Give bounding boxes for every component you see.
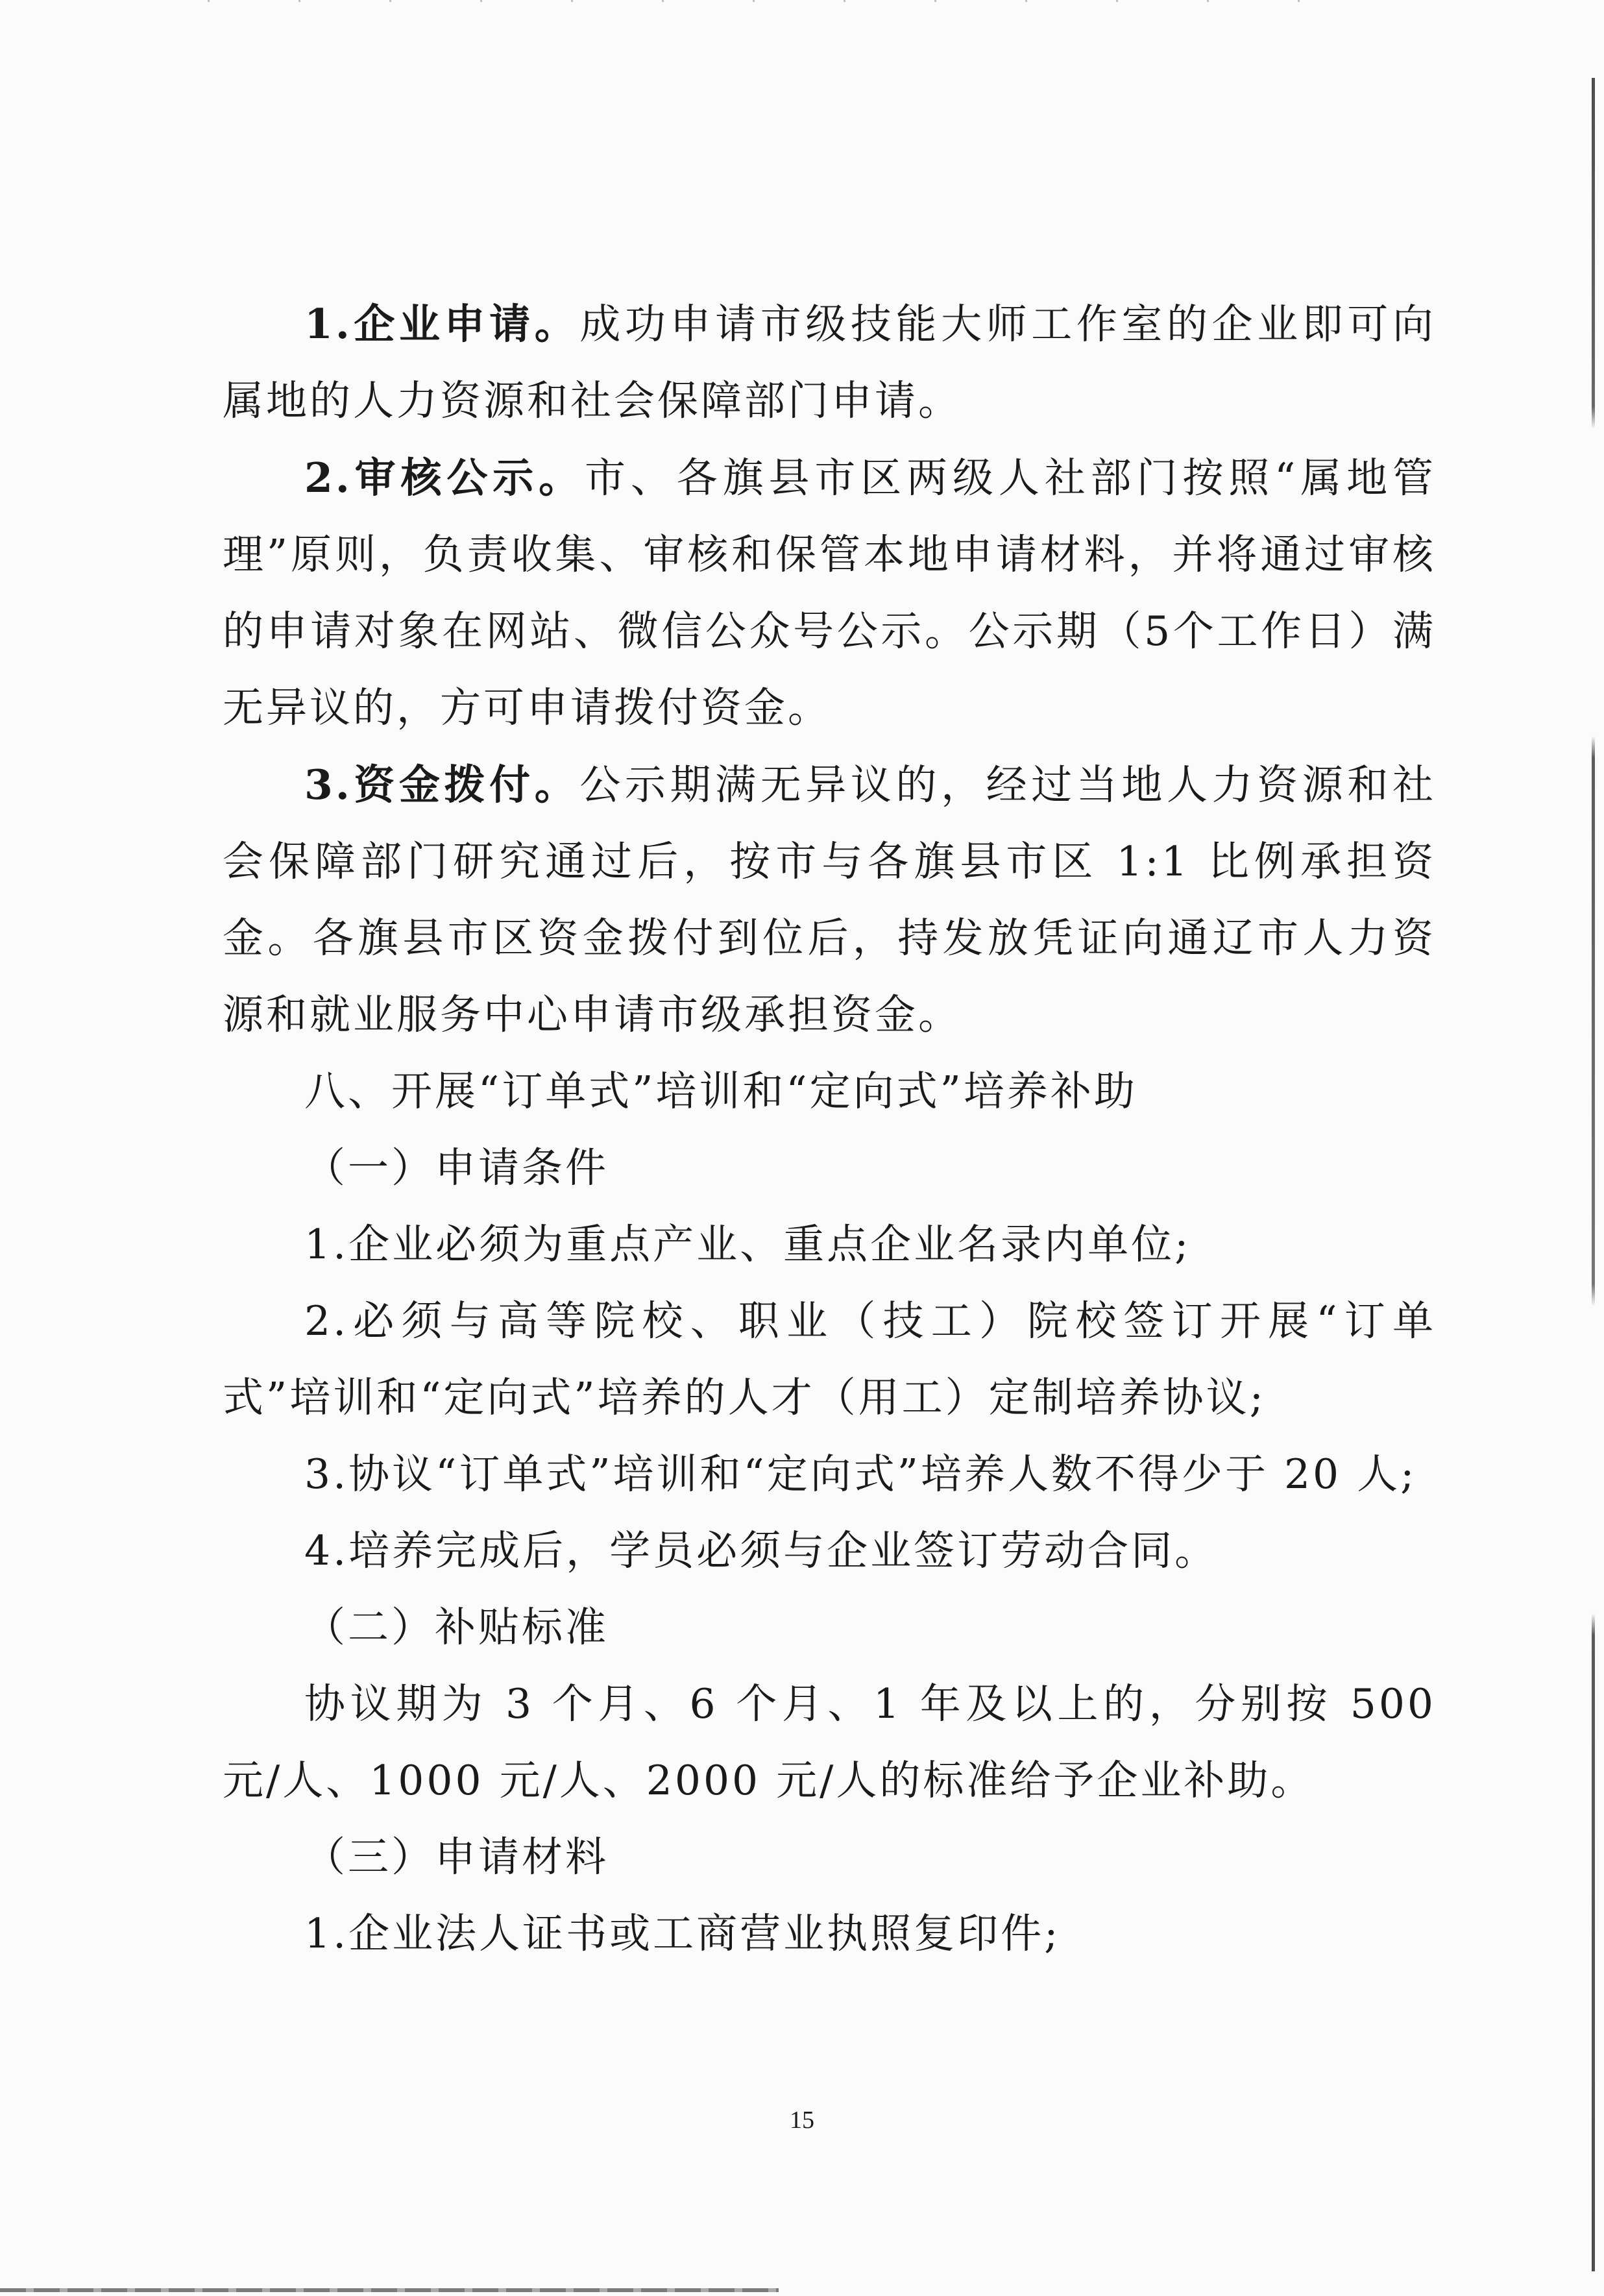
- subsection-heading-conditions: （一）申请条件: [304, 1144, 609, 1191]
- scan-artifact-right: [1592, 78, 1595, 2271]
- subsection-heading-materials: （三）申请材料: [304, 1833, 609, 1881]
- list-item: 1.企业必须为重点产业、重点企业名录内单位;: [304, 1221, 1191, 1268]
- paragraph-enterprise-apply: [223, 286, 1436, 439]
- list-item: 2.必须与高等院校、职业（技工）院校签订开展“订单式”培训和“定向式”培养的人才（用工）定制培养协议;: [223, 1297, 1436, 1421]
- subsection-heading-standard: （二）补贴标准: [304, 1604, 609, 1651]
- list-item: 1.企业法人证书或工商营业执照复印件;: [304, 1910, 1061, 1957]
- paragraph-text: 市、各旗县市区两级人社部门按照“属地管理”原则，负责收集、审核和保管本地申请材料，并将通过审核的申请对象在网站、微信公众号公示。公示期（5个工作日）满无异议的，方可申请拨付资金。: [223, 454, 1436, 731]
- scan-artifact-bottom: [0, 2288, 779, 2292]
- subsidy-standard-text: 协议期为 3 个月、6 个月、1 年及以上的，分别按 500 元/人、1000 元/人、2000 元/人的标准给予企业补助。: [223, 1680, 1436, 1804]
- list-item: 4.培养完成后，学员必须与企业签订劳动合同。: [304, 1527, 1219, 1574]
- paragraph-lead: 1.企业申请。: [304, 300, 580, 348]
- paragraph-text: 公示期满无异议的，经过当地人力资源和社会保障部门研究通过后，按市与各旗县市区 1:1 比例承担资金。各旗县市区资金拨付到位后，持发放凭证向通辽市人力资源和就业服务中心申请市级承担资金。: [223, 761, 1436, 1038]
- list-item: 3.协议“订单式”培训和“定向式”培养人数不得少于 20 人;: [304, 1450, 1417, 1498]
- paragraph-text: 成功申请市级技能大师工作室的企业即可向属地的人力资源和社会保障部门申请。: [223, 300, 1436, 424]
- document-body: [223, 286, 1436, 1972]
- page-number: 15: [790, 2107, 814, 2134]
- paragraph-lead: 3.资金拨付。: [304, 761, 580, 809]
- paragraph-fund-allocation: [223, 746, 1436, 1053]
- scan-artifact-top: [208, 0, 1376, 2]
- paragraph-lead: 2.审核公示。: [304, 454, 585, 502]
- section-heading: 八、开展“订单式”培训和“定向式”培养补助: [304, 1068, 1137, 1115]
- paragraph-review-publicity: [223, 439, 1436, 746]
